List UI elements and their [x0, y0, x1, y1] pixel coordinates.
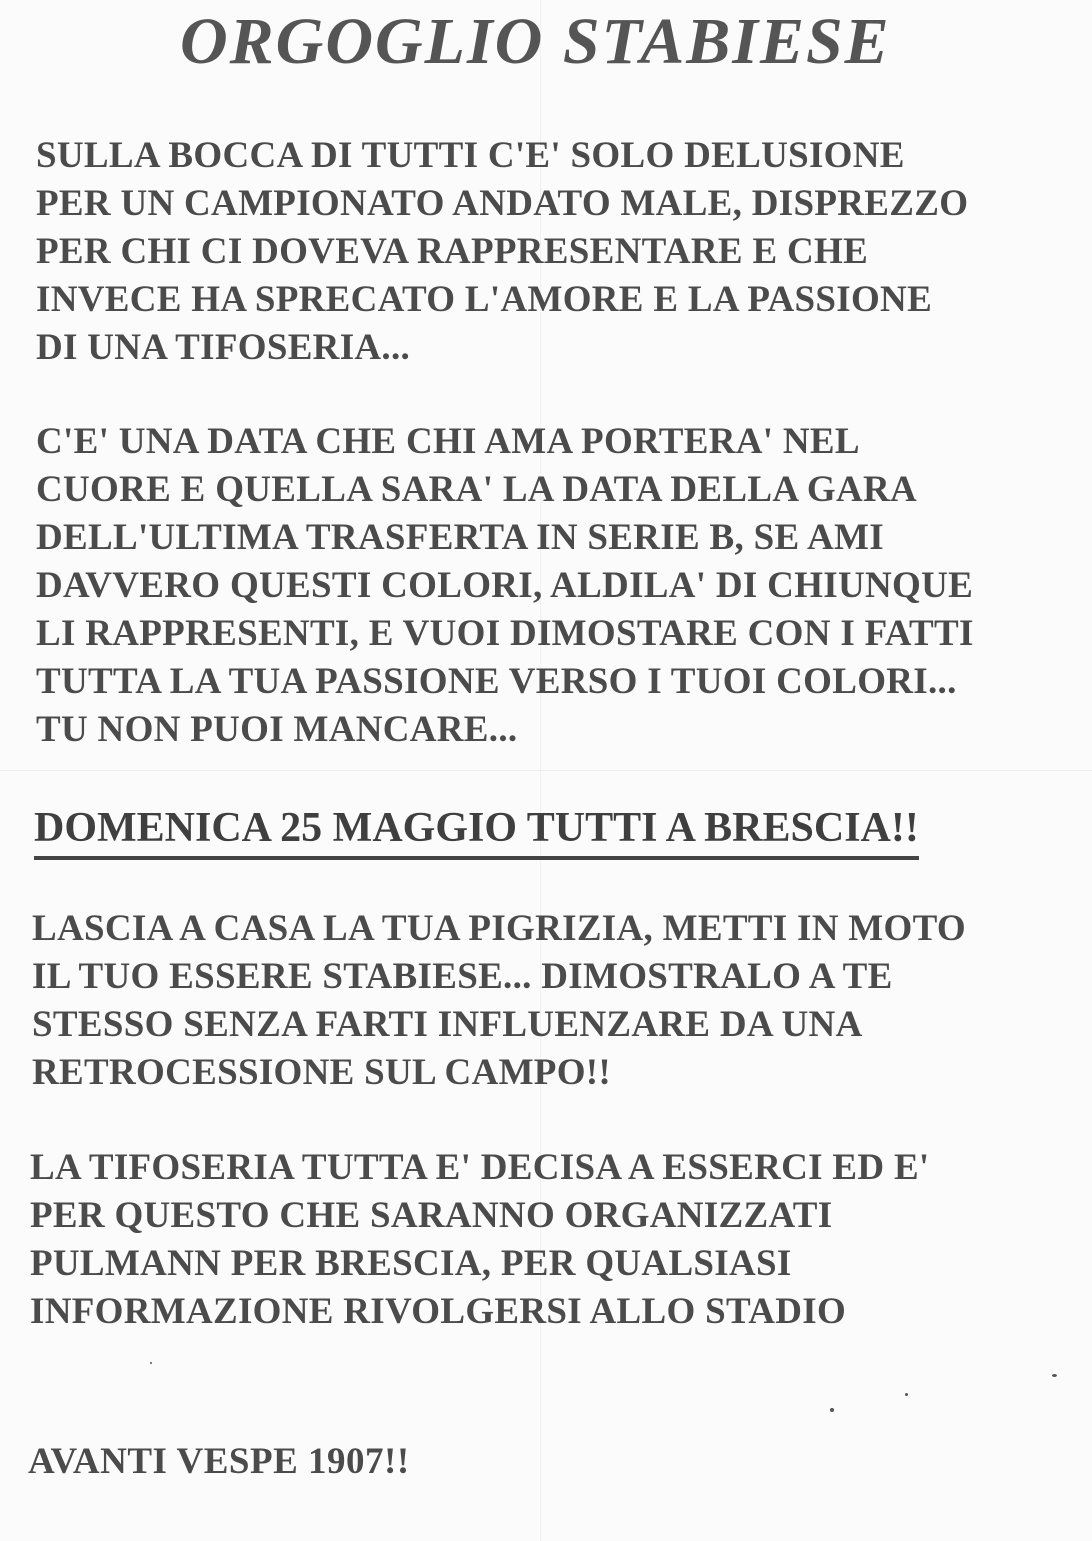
paragraph-tifoseria [30, 1144, 930, 1336]
paper-fold-horizontal [0, 770, 1092, 771]
paragraph-line: IL TUO ESSERE STABIESE... DIMOSTRALO A TE [32, 956, 893, 997]
event-callout: DOMENICA 25 MAGGIO TUTTI A BRESCIA!! [34, 800, 919, 860]
paragraph-line: INFORMAZIONE RIVOLGERSI ALLO STADIO [30, 1291, 847, 1332]
closing-slogan: AVANTI VESPE 1907!! [28, 1441, 410, 1482]
paragraph-line: DAVVERO QUESTI COLORI, ALDILA' DI CHIUNQUE [36, 565, 974, 606]
paragraph-line: STESSO SENZA FARTI INFLUENZARE DA UNA [32, 1004, 863, 1045]
paragraph-line: DI UNA TIFOSERIA... [36, 327, 411, 368]
paragraph-line: PER CHI CI DOVEVA RAPPRESENTARE E CHE [36, 231, 869, 272]
paragraph-line: PER UN CAMPIONATO ANDATO MALE, DISPREZZO [36, 183, 969, 224]
paragraph-line: PULMANN PER BRESCIA, PER QUALSIASI [30, 1243, 792, 1284]
paragraph-delusione [36, 132, 968, 372]
paragraph-line: RETROCESSIONE SUL CAMPO!! [32, 1052, 612, 1093]
paragraph-line: TU NON PUOI MANCARE... [36, 709, 518, 750]
paragraph-line: INVECE HA SPRECATO L'AMORE E LA PASSIONE [36, 279, 933, 320]
paragraph-line: PER QUESTO CHE SARANNO ORGANIZZATI [30, 1195, 833, 1236]
paragraph-line: LI RAPPRESENTI, E VUOI DIMOSTARE CON I FATTI [36, 613, 974, 654]
paragraph-line: TUTTA LA TUA PASSIONE VERSO I TUOI COLORI... [36, 661, 957, 702]
paragraph-line: DELL'ULTIMA TRASFERTA IN SERIE B, SE AMI [36, 517, 884, 558]
paragraph-line: C'E' UNA DATA CHE CHI AMA PORTERA' NEL [36, 421, 860, 462]
paper-speck [150, 1362, 152, 1364]
paper-speck [905, 1393, 908, 1396]
paragraph-data [36, 418, 974, 754]
paper-speck [1052, 1374, 1057, 1377]
paragraph-line: LA TIFOSERIA TUTTA E' DECISA A ESSERCI ED E' [30, 1147, 930, 1188]
paragraph-line: CUORE E QUELLA SARA' LA DATA DELLA GARA [36, 469, 918, 510]
paragraph-line: SULLA BOCCA DI TUTTI C'E' SOLO DELUSIONE [36, 135, 905, 176]
paper-speck [830, 1408, 834, 1412]
flyer-title: ORGOGLIO STABIESE [180, 5, 891, 78]
paragraph-line: LASCIA A CASA LA TUA PIGRIZIA, METTI IN MOTO [32, 908, 966, 949]
paragraph-pigrizia [32, 905, 966, 1097]
